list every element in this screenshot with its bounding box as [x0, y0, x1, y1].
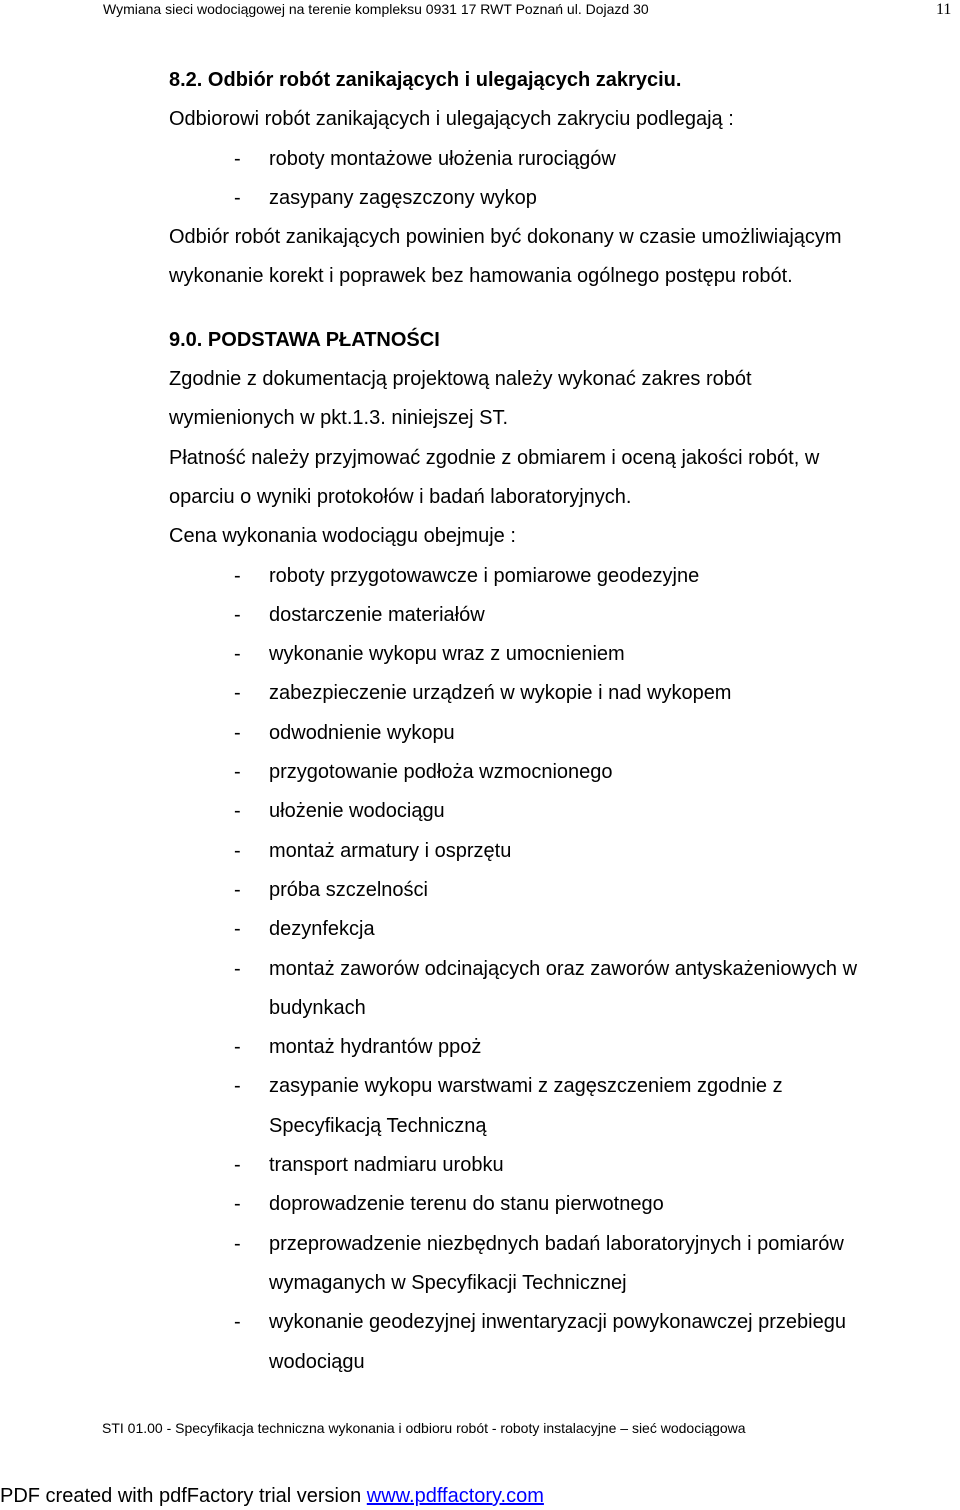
paragraph: Cena wykonania wodociągu obejmuje : — [169, 525, 516, 548]
paragraph: oparciu o wyniki protokołów i badań laboratoryjnych. — [169, 485, 632, 508]
list-item: - próba szczelności — [234, 878, 428, 901]
list-item: - doprowadzenie terenu do stanu pierwotnego — [234, 1193, 664, 1216]
list-item: - zasypany zagęszczony wykop — [234, 186, 537, 209]
paragraph: Płatność należy przyjmować zgodnie z obmiarem i oceną jakości robót, w — [169, 446, 820, 469]
list-item-continuation: wymaganych w Specyfikacji Technicznej — [269, 1271, 627, 1294]
document-body — [169, 61, 959, 1382]
list-item: - wykonanie geodezyjnej inwentaryzacji powykonawczej przebiegu — [234, 1311, 846, 1334]
list-item: - zabezpieczenie urządzeń w wykopie i nad wykopem — [234, 682, 732, 705]
section-8-2-paragraph: wykonanie korekt i poprawek bez hamowania ogólnego postępu robót. — [169, 265, 793, 288]
section-8-2-intro: Odbiorowi robót zanikających i ulegających zakryciu podlegają : — [169, 108, 734, 131]
list-item: - przeprowadzenie niezbędnych badań laboratoryjnych i pomiarów — [234, 1232, 844, 1255]
paragraph: wymienionych w pkt.1.3. niniejszej ST. — [169, 407, 509, 430]
list-item: - montaż hydrantów ppoż — [234, 1036, 482, 1059]
list-item: - dezynfekcja — [234, 918, 375, 941]
running-footer: STI 01.00 - Specyfikacja techniczna wykonania i odbioru robót - roboty instalacyjne – sieć wodociągowa — [102, 1420, 746, 1436]
list-item: - dostarczenie materiałów — [234, 603, 485, 626]
list-item: - wykonanie wykopu wraz z umocnieniem — [234, 643, 625, 666]
pdffactory-link[interactable]: www.pdffactory.com — [366, 1485, 544, 1507]
list-item: - zasypanie wykopu warstwami z zagęszczeniem zgodnie z — [234, 1075, 783, 1098]
pdf-creator-note — [0, 1483, 544, 1509]
section-8-2-heading: 8.2. Odbiór robót zanikających i ulegających zakryciu. — [169, 69, 682, 91]
pdf-note-text: PDF created with pdfFactory trial version — [0, 1485, 367, 1507]
list-item: - odwodnienie wykopu — [234, 721, 455, 744]
section-8-2-paragraph: Odbiór robót zanikających powinien być dokonany w czasie umożliwiającym — [169, 226, 842, 249]
list-item: - montaż zaworów odcinających oraz zaworów antyskażeniowych w — [234, 957, 858, 980]
list-item: - przygotowanie podłoża wzmocnionego — [234, 761, 613, 784]
list-item-continuation: budynkach — [269, 996, 366, 1019]
running-header: Wymiana sieci wodociągowej na terenie kompleksu 0931 17 RWT Poznań ul. Dojazd 30 — [103, 1, 649, 17]
paragraph: Zgodnie z dokumentacją projektową należy wykonać zakres robót — [169, 368, 752, 391]
list-item: - roboty przygotowawcze i pomiarowe geodezyjne — [234, 564, 700, 587]
list-item: - ułożenie wodociągu — [234, 800, 445, 823]
list-item-continuation: Specyfikacją Techniczną — [269, 1114, 487, 1137]
list-item: - montaż armatury i osprzętu — [234, 839, 512, 862]
page-number: 11 — [936, 1, 952, 18]
list-item: - transport nadmiaru urobku — [234, 1154, 504, 1177]
list-item: - roboty montażowe ułożenia rurociągów — [234, 147, 616, 170]
list-item-continuation: wodociągu — [269, 1350, 365, 1373]
section-9-0-heading: 9.0. PODSTAWA PŁATNOŚCI — [169, 328, 440, 351]
